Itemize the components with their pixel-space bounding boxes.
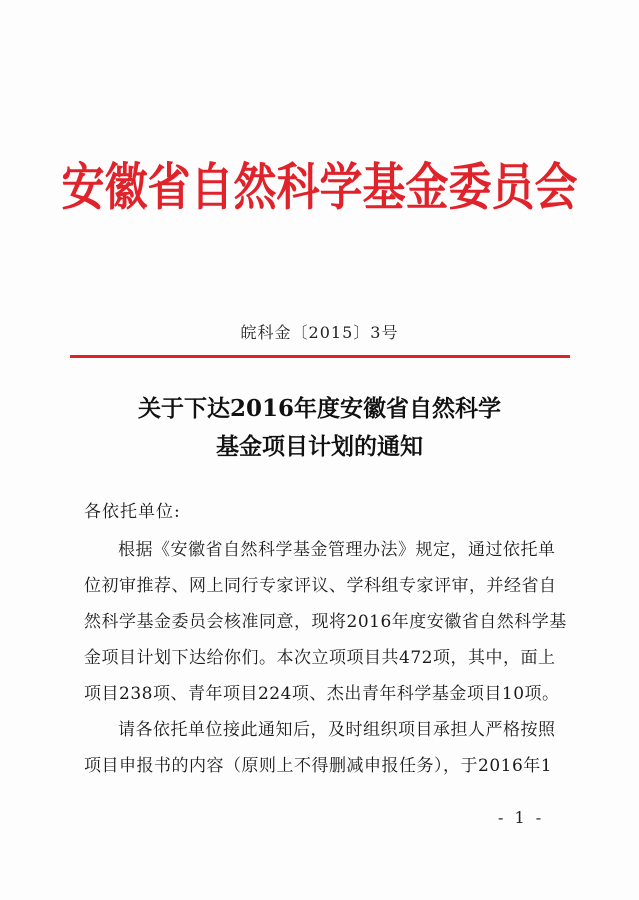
red-divider <box>70 355 570 358</box>
paragraph-1-line-5: 项目238项、青年项目224项、杰出青年科学基金项目10项。 <box>84 684 560 704</box>
paragraph-2-line-2: 项目申报书的内容（原则上不得删减申报任务），于2016年1 <box>84 756 553 776</box>
paragraph-1-line-3: 然科学基金委员会核准同意，现将2016年度安徽省自然科学基 <box>84 612 567 632</box>
document-number: 皖科金〔2015〕3号 <box>240 323 399 342</box>
paragraph-2-line-1: 请各依托单位接此通知后，及时组织项目承担人严格按照 <box>118 720 556 740</box>
notice-title-line-2: 基金项目计划的通知 <box>216 433 423 460</box>
paragraph-1-line-4: 金项目计划下达给你们。本次立项项目共472项，其中，面上 <box>84 648 556 668</box>
notice-title-line-1: 关于下达2016年度安徽省自然科学 <box>137 395 501 422</box>
salutation: 各依托单位: <box>84 502 181 522</box>
paragraph-1-line-2: 位初审推荐、网上同行专家评议、学科组专家评审，并经省自 <box>84 576 557 596</box>
organization-title: 安徽省自然科学基金委员会 <box>61 158 578 218</box>
paragraph-1-line-1: 根据《安徽省自然科学基金管理办法》规定，通过依托单 <box>118 540 556 560</box>
page-number: - 1 - <box>498 808 545 827</box>
